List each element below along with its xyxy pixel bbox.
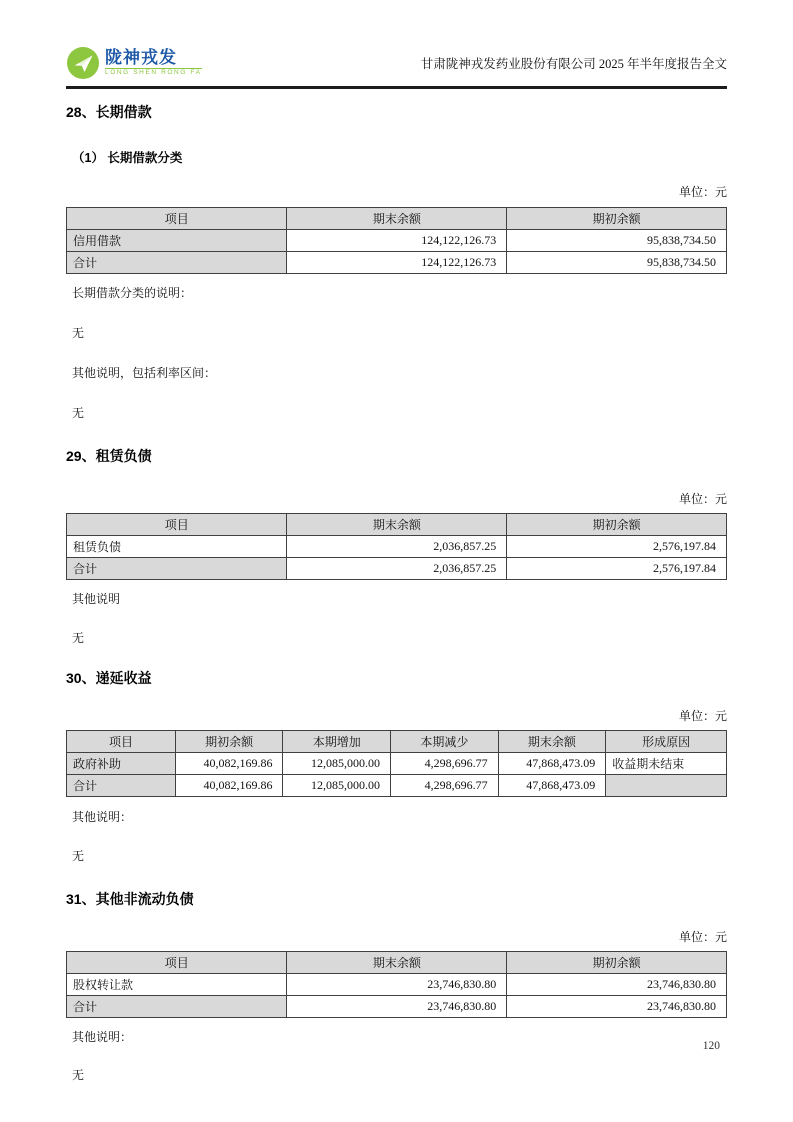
unit-label: 单位：元 [678,709,727,723]
section-28-subtitle: （1） 长期借款分类 [72,151,183,165]
company-logo [66,46,202,80]
amount-cell: 4,298,696.77 [391,775,499,797]
amount-cell: 40,082,169.86 [175,775,283,797]
section-30-title: 30、递延收益 [66,670,152,686]
col-header-beginning: 期初余额 [507,514,727,536]
reason-cell: 收益期未结束 [606,753,727,775]
reason-cell [606,775,727,797]
amount-cell: 124,122,126.73 [287,252,507,274]
col-header-beginning: 期初余额 [175,731,283,753]
col-header-decrease: 本期减少 [391,731,499,753]
table-total-row [67,558,727,580]
table-row [67,974,727,996]
col-header-item: 项目 [67,208,287,230]
deferred-income-table [66,730,727,797]
row-label-cell: 信用借款 [67,230,287,252]
page-number: 120 [702,1040,720,1052]
table-total-row [67,775,727,797]
brand-text-block [105,49,202,77]
col-header-beginning: 期初余额 [507,208,727,230]
note-value: 无 [72,631,85,645]
note-value: 无 [72,849,85,863]
col-header-increase: 本期增加 [283,731,391,753]
col-header-item: 项目 [67,514,287,536]
row-label-cell: 合计 [67,558,287,580]
section-29-title: 29、租赁负债 [66,448,152,464]
amount-cell: 23,746,830.80 [287,996,507,1018]
table-header-row [67,208,727,230]
table-total-row [67,996,727,1018]
amount-cell: 2,036,857.25 [287,536,507,558]
note-label: 其他说明 [72,592,121,606]
table-row [67,536,727,558]
amount-cell: 23,746,830.80 [287,974,507,996]
row-label-cell: 租赁负债 [67,536,287,558]
col-header-reason: 形成原因 [606,731,727,753]
table-total-row [67,252,727,274]
unit-label: 单位：元 [678,492,727,506]
col-header-item: 项目 [67,952,287,974]
amount-cell: 47,868,473.09 [498,753,606,775]
col-header-ending: 期末余额 [287,952,507,974]
amount-cell: 2,036,857.25 [287,558,507,580]
col-header-beginning: 期初余额 [507,952,727,974]
row-label-cell: 合计 [67,775,176,797]
brand-name-en: LONG SHEN RONG FA [105,69,202,77]
note-label: 其他说明： [72,1030,133,1044]
table-row [67,753,727,775]
amount-cell: 12,085,000.00 [283,775,391,797]
note-label: 其他说明，包括利率区间： [72,366,217,380]
table-row [67,230,727,252]
col-header-ending: 期末余额 [498,731,606,753]
amount-cell: 2,576,197.84 [507,558,727,580]
report-title: 甘肃陇神戎发药业股份有限公司 2025 年半年度报告全文 [420,57,727,71]
unit-label: 单位：元 [678,930,727,944]
long-term-loans-table [66,207,727,274]
amount-cell: 95,838,734.50 [507,252,727,274]
unit-label: 单位：元 [678,185,727,199]
table-header-row [67,952,727,974]
row-label-cell: 合计 [67,252,287,274]
note-label: 其他说明： [72,810,133,824]
amount-cell: 23,746,830.80 [507,974,727,996]
note-value: 无 [72,1068,85,1082]
table-header-row [67,731,727,753]
table-header-row [67,514,727,536]
section-28-title: 28、长期借款 [66,104,152,120]
amount-cell: 47,868,473.09 [498,775,606,797]
note-value: 无 [72,406,85,420]
amount-cell: 40,082,169.86 [175,753,283,775]
col-header-ending: 期末余额 [287,514,507,536]
other-noncurrent-liabilities-table [66,951,727,1018]
row-label-cell: 合计 [67,996,287,1018]
brand-logo-icon [66,46,100,80]
row-label-cell: 股权转让款 [67,974,287,996]
amount-cell: 12,085,000.00 [283,753,391,775]
col-header-ending: 期末余额 [287,208,507,230]
amount-cell: 2,576,197.84 [507,536,727,558]
amount-cell: 95,838,734.50 [507,230,727,252]
section-31-title: 31、其他非流动负债 [66,891,194,907]
amount-cell: 23,746,830.80 [507,996,727,1018]
amount-cell: 4,298,696.77 [391,753,499,775]
page-header [66,0,727,89]
note-value: 无 [72,326,85,340]
lease-liabilities-table [66,513,727,580]
amount-cell: 124,122,126.73 [287,230,507,252]
brand-name-cn: 陇神戎发 [105,48,177,68]
note-label: 长期借款分类的说明： [72,286,193,300]
col-header-item: 项目 [67,731,176,753]
row-label-cell: 政府补助 [67,753,176,775]
